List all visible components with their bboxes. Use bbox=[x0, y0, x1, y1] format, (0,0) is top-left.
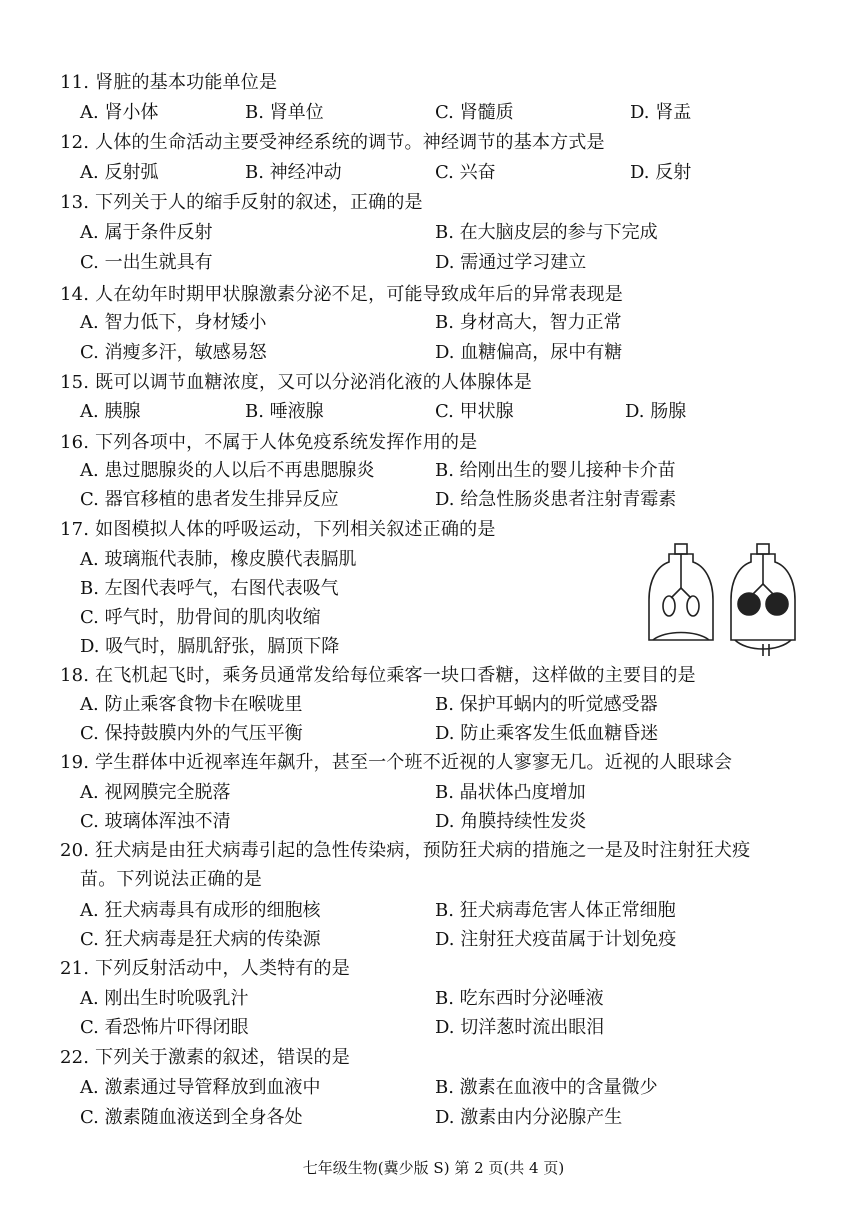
option: D. 吸气时，膈肌舒张，膈顶下降 bbox=[80, 636, 340, 657]
option: A. 玻璃瓶代表肺，橡皮膜代表膈肌 bbox=[80, 549, 357, 570]
option: C. 狂犬病毒是狂犬病的传染源 bbox=[80, 929, 321, 950]
option: A. 狂犬病毒具有成形的细胞核 bbox=[80, 900, 321, 921]
bell-jar-left bbox=[649, 544, 713, 640]
option: C. 甲状腺 bbox=[435, 401, 514, 422]
option: D. 给急性肠炎患者注射青霉素 bbox=[435, 489, 677, 510]
option: C. 激素随血液送到全身各处 bbox=[80, 1107, 303, 1128]
option: A. 患过腮腺炎的人以后不再患腮腺炎 bbox=[80, 460, 375, 481]
option: B. 狂犬病毒危害人体正常细胞 bbox=[435, 900, 676, 921]
question-stem: 22. 下列关于激素的叙述，错误的是 bbox=[60, 1047, 350, 1068]
breathing-model-figure bbox=[645, 540, 805, 658]
option: D. 血糖偏高，尿中有糖 bbox=[435, 342, 623, 363]
question-stem: 19. 学生群体中近视率连年飙升，甚至一个班不近视的人寥寥无几。近视的人眼球会 bbox=[60, 752, 733, 773]
option: C. 呼气时，肋骨间的肌肉收缩 bbox=[80, 607, 321, 628]
option: B. 吃东西时分泌唾液 bbox=[435, 988, 604, 1009]
option: B. 肾单位 bbox=[245, 102, 324, 123]
option: D. 切洋葱时流出眼泪 bbox=[435, 1017, 605, 1038]
option: B. 给刚出生的婴儿接种卡介苗 bbox=[435, 460, 676, 481]
option: A. 肾小体 bbox=[80, 102, 159, 123]
option: C. 保持鼓膜内外的气压平衡 bbox=[80, 723, 303, 744]
option: B. 保护耳蜗内的听觉感受器 bbox=[435, 694, 658, 715]
option: B. 神经冲动 bbox=[245, 162, 342, 183]
option: B. 身材高大，智力正常 bbox=[435, 312, 622, 333]
option: A. 激素通过导管释放到血液中 bbox=[80, 1077, 321, 1098]
option: C. 器官移植的患者发生排异反应 bbox=[80, 489, 339, 510]
option: A. 胰腺 bbox=[80, 401, 141, 422]
option: B. 激素在血液中的含量微少 bbox=[435, 1077, 658, 1098]
option: C. 肾髓质 bbox=[435, 102, 514, 123]
option: B. 左图代表呼气，右图代表吸气 bbox=[80, 578, 339, 599]
question-stem: 21. 下列反射活动中，人类特有的是 bbox=[60, 958, 350, 979]
option: A. 防止乘客食物卡在喉咙里 bbox=[80, 694, 303, 715]
question-stem: 20. 狂犬病是由狂犬病毒引起的急性传染病，预防狂犬病的措施之一是及时注射狂犬疫 bbox=[60, 840, 751, 861]
option: A. 反射弧 bbox=[80, 162, 159, 183]
question-stem: 11. 肾脏的基本功能单位是 bbox=[60, 72, 278, 93]
option: D. 肠腺 bbox=[625, 401, 687, 422]
option: B. 在大脑皮层的参与下完成 bbox=[435, 222, 658, 243]
question-stem: 12. 人体的生命活动主要受神经系统的调节。神经调节的基本方式是 bbox=[60, 132, 605, 153]
question-stem: 14. 人在幼年时期甲状腺激素分泌不足，可能导致成年后的异常表现是 bbox=[60, 284, 623, 305]
question-stem-continued: 苗。下列说法正确的是 bbox=[80, 869, 262, 890]
option: A. 视网膜完全脱落 bbox=[80, 782, 231, 803]
option: B. 晶状体凸度增加 bbox=[435, 782, 586, 803]
option: C. 兴奋 bbox=[435, 162, 496, 183]
option: D. 激素由内分泌腺产生 bbox=[435, 1107, 623, 1128]
option: C. 消瘦多汗，敏感易怒 bbox=[80, 342, 267, 363]
bell-jar-right bbox=[731, 544, 795, 656]
option: D. 需通过学习建立 bbox=[435, 252, 587, 273]
question-stem: 16. 下列各项中，不属于人体免疫系统发挥作用的是 bbox=[60, 432, 478, 453]
option: C. 看恐怖片吓得闭眼 bbox=[80, 1017, 249, 1038]
option: D. 防止乘客发生低血糖昏迷 bbox=[435, 723, 659, 744]
page-footer: 七年级生物(冀少版 S) 第 2 页(共 4 页) bbox=[302, 1159, 565, 1177]
option: A. 智力低下，身材矮小 bbox=[80, 312, 267, 333]
question-stem: 15. 既可以调节血糖浓度，又可以分泌消化液的人体腺体是 bbox=[60, 372, 532, 393]
option: C. 一出生就具有 bbox=[80, 252, 213, 273]
question-stem: 17. 如图模拟人体的呼吸运动，下列相关叙述正确的是 bbox=[60, 519, 496, 540]
question-stem: 13. 下列关于人的缩手反射的叙述，正确的是 bbox=[60, 192, 423, 213]
question-stem: 18. 在飞机起飞时，乘务员通常发给每位乘客一块口香糖，这样做的主要目的是 bbox=[60, 665, 696, 686]
option: D. 肾盂 bbox=[630, 102, 692, 123]
option: B. 唾液腺 bbox=[245, 401, 324, 422]
option: D. 角膜持续性发炎 bbox=[435, 811, 587, 832]
option: D. 注射狂犬疫苗属于计划免疫 bbox=[435, 929, 677, 950]
option: A. 属于条件反射 bbox=[80, 222, 213, 243]
option: D. 反射 bbox=[630, 162, 692, 183]
option: C. 玻璃体浑浊不清 bbox=[80, 811, 231, 832]
option: A. 刚出生时吮吸乳汁 bbox=[80, 988, 249, 1009]
